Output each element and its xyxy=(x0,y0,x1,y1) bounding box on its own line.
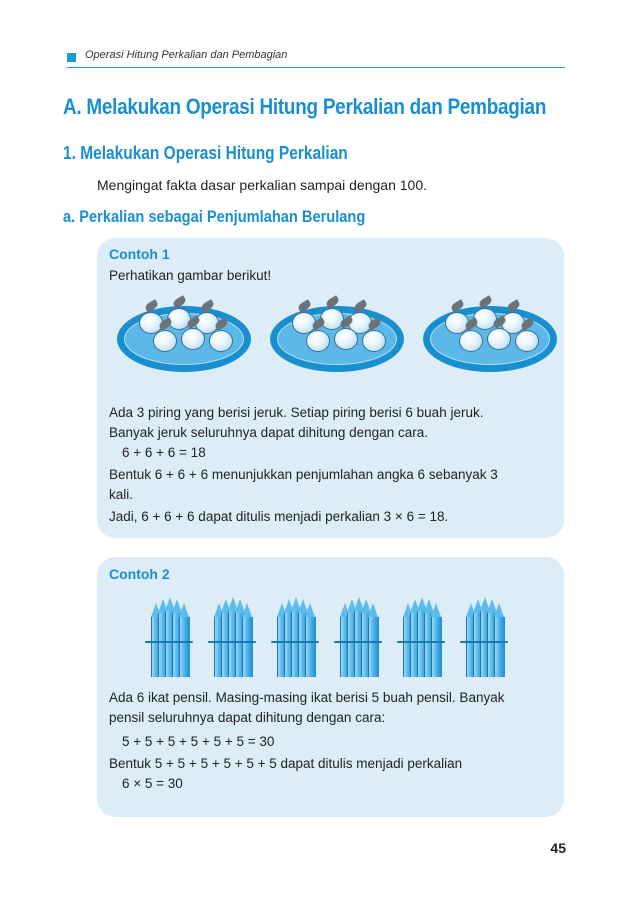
orange-icon xyxy=(306,330,330,352)
leaf-icon xyxy=(478,295,493,308)
pencil-bundle xyxy=(399,597,443,677)
plate xyxy=(423,306,557,372)
leaf-icon xyxy=(144,299,159,312)
bundle-band xyxy=(145,641,193,643)
leaf-icon xyxy=(297,299,312,312)
pencil-bundle xyxy=(336,597,380,677)
bundle-band xyxy=(334,641,382,643)
orange-icon xyxy=(209,330,233,352)
example-text-line: pensil seluruhnya dapat dihitung dengan cara: xyxy=(109,710,386,725)
bundle-band xyxy=(397,641,445,643)
pencil-icon xyxy=(494,617,505,677)
subsubsection-title: a. Perkalian sebagai Penjumlahan Berulang xyxy=(63,207,366,226)
equation-line: 5 + 5 + 5 + 5 + 5 + 5 = 30 xyxy=(122,734,275,749)
pencil-icon xyxy=(431,617,442,677)
pencil-tip-icon xyxy=(368,603,378,617)
equation-line: 6 × 5 = 30 xyxy=(122,776,183,791)
running-header xyxy=(67,48,565,68)
bundle-band xyxy=(208,641,256,643)
example-text-line: Bentuk 5 + 5 + 5 + 5 + 5 + 5 dapat ditulis menjadi perkalian xyxy=(109,756,463,771)
pencil-tip-icon xyxy=(431,603,441,617)
pencil-bundle xyxy=(210,597,254,677)
pencil-tip-icon xyxy=(179,603,189,617)
pencil-icon xyxy=(305,617,316,677)
page-number: 45 xyxy=(550,840,566,856)
plate xyxy=(117,306,251,372)
leaf-icon xyxy=(172,295,187,308)
pencil-tip-icon xyxy=(242,603,252,617)
example-label: Contoh 1 xyxy=(109,246,170,262)
example-text-line: Ada 6 ikat pensil. Masing-masing ikat berisi 5 buah pensil. Banyak xyxy=(109,690,505,705)
example-text-line: Banyak jeruk seluruhnya dapat dihitung dengan cara. xyxy=(109,425,428,440)
pencil-tip-icon xyxy=(494,603,504,617)
equation-line: 6 + 6 + 6 = 18 xyxy=(122,445,206,460)
header-square-icon xyxy=(67,53,76,62)
leaf-icon xyxy=(200,299,215,312)
orange-icon xyxy=(181,328,205,350)
plate xyxy=(270,306,404,372)
bundle-band xyxy=(271,641,319,643)
leaf-icon xyxy=(353,299,368,312)
bundle-band xyxy=(460,641,508,643)
example-text-line: Bentuk 6 + 6 + 6 menunjukkan penjumlahan angka 6 sebanyak 3 xyxy=(109,467,498,482)
example-label: Contoh 2 xyxy=(109,566,170,582)
example-box-2 xyxy=(97,557,564,817)
leaf-icon xyxy=(506,299,521,312)
pencil-bundle xyxy=(462,597,506,677)
example-instruction: Perhatikan gambar berikut! xyxy=(109,268,272,283)
pencil-tip-icon xyxy=(305,603,315,617)
running-title: Operasi Hitung Perkalian dan Pembagian xyxy=(85,49,288,61)
example-box-1 xyxy=(97,238,564,538)
orange-icon xyxy=(334,328,358,350)
leaf-icon xyxy=(325,295,340,308)
pencil-bundle xyxy=(147,597,191,677)
leaf-icon xyxy=(450,299,465,312)
orange-icon xyxy=(515,330,539,352)
pencil-icon xyxy=(242,617,253,677)
example-conclusion: Jadi, 6 + 6 + 6 dapat ditulis menjadi perkalian 3 × 6 = 18. xyxy=(109,509,449,524)
orange-icon xyxy=(487,328,511,350)
intro-text: Mengingat fakta dasar perkalian sampai dengan 100. xyxy=(97,177,427,193)
orange-icon xyxy=(459,330,483,352)
orange-icon xyxy=(153,330,177,352)
pencil-icon xyxy=(179,617,190,677)
pencil-bundle xyxy=(273,597,317,677)
orange-icon xyxy=(362,330,386,352)
example-text-line: Ada 3 piring yang berisi jeruk. Setiap piring berisi 6 buah jeruk. xyxy=(109,405,484,420)
section-title: A. Melakukan Operasi Hitung Perkalian dan Pembagian xyxy=(63,94,547,119)
pencil-icon xyxy=(368,617,379,677)
subsection-title: 1. Melakukan Operasi Hitung Perkalian xyxy=(63,143,348,163)
example-text-line: kali. xyxy=(109,487,134,502)
